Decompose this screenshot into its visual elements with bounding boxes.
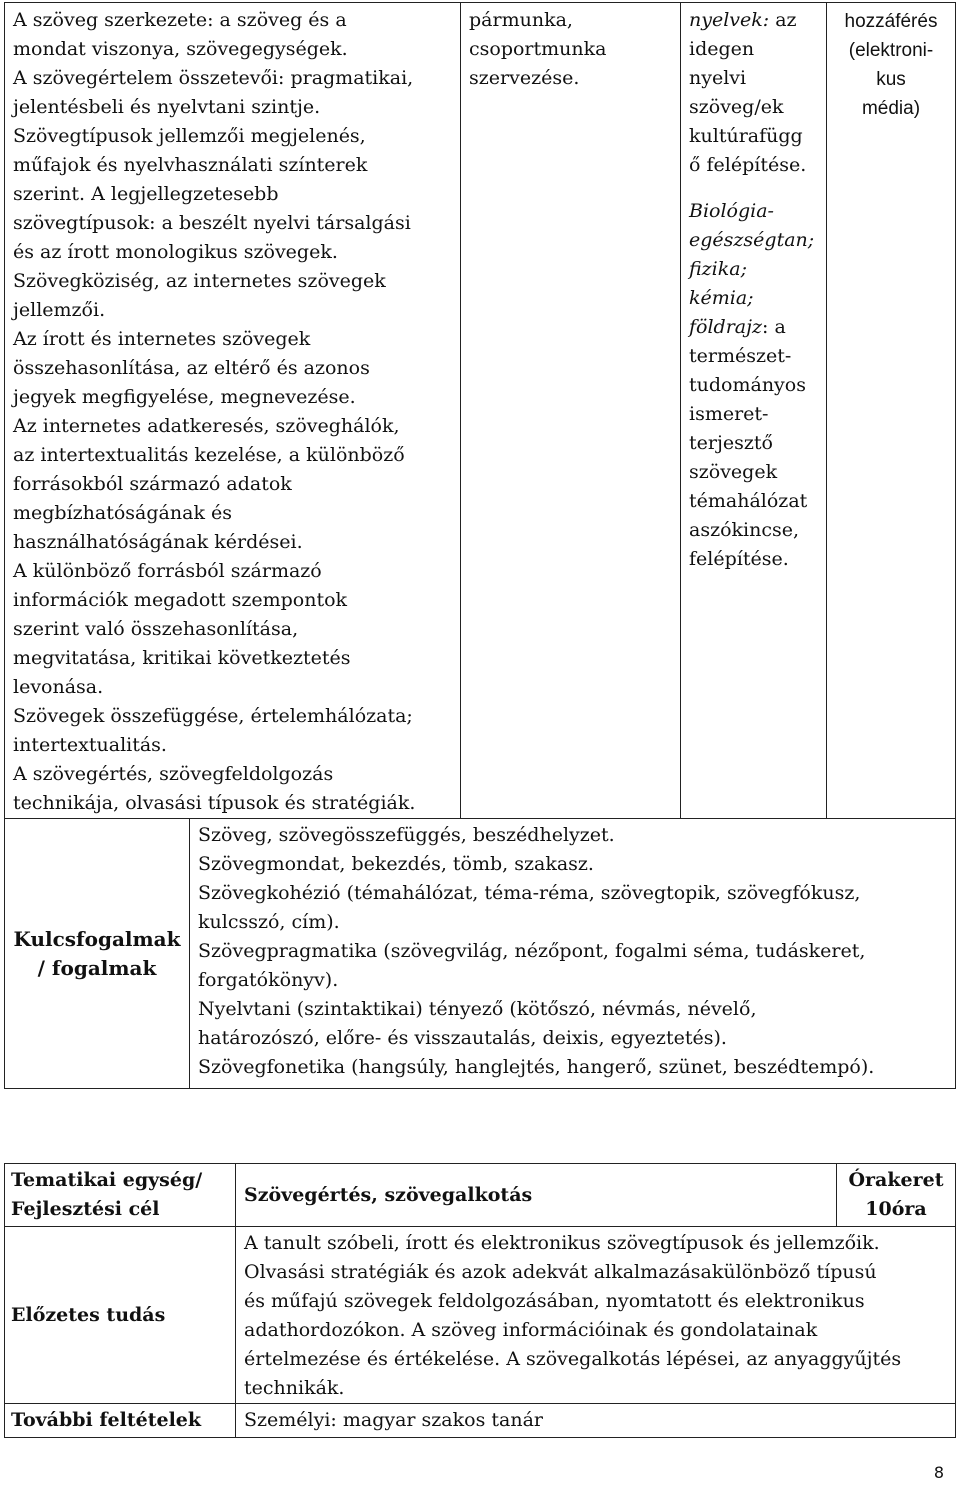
unit-row (5, 1164, 956, 1227)
method-line: csoportmunka (469, 38, 607, 60)
content-line: intertextualitás. (13, 734, 167, 756)
connection-text: : a (762, 316, 786, 338)
connection-line (689, 284, 826, 313)
content-line: A szöveg szerkezete: a szöveg és a (13, 9, 347, 31)
prior-knowledge-cell (236, 1227, 956, 1404)
method-cell (461, 3, 681, 819)
orakeret-cell (837, 1164, 956, 1227)
connection-text: felépítése. (689, 548, 789, 570)
connection-text: tudományos (689, 374, 806, 396)
content-line: forrásokból származó adatok (13, 473, 292, 495)
connection-subject: egészségtan; (689, 229, 815, 251)
prior-knowledge-line: technikák. (244, 1377, 345, 1399)
connection-text: kultúrafügg (689, 125, 803, 147)
prior-knowledge-row (5, 1227, 956, 1404)
orakeret-label: Órakeret (848, 1169, 944, 1191)
content-line: Szövegköziség, az internetes szövegek (13, 270, 386, 292)
prior-knowledge-label: Előzetes tudás (5, 1227, 236, 1404)
tools-line: média) (861, 98, 921, 119)
connection-subject: nyelvek: (689, 9, 770, 31)
content-line: szövegtípusok: a beszélt nyelvi társalgási (13, 212, 411, 234)
connection-subject: földrajz (689, 316, 763, 338)
prior-knowledge-line: értelmezése és értékelése. A szövegalkotás lépései, az anyaggyűjtés (244, 1348, 902, 1370)
prior-knowledge-text (244, 1229, 955, 1403)
kulcsfogalmak-cell (190, 819, 956, 1089)
kulcsfogalmak-line: forgatókönyv). (198, 969, 339, 991)
connection-line (689, 64, 826, 93)
tools-line: hozzáférés (844, 11, 938, 32)
connection-line (689, 255, 826, 284)
connection-text: szövegek (689, 461, 778, 483)
kulcsfogalmak-line: Szövegmondat, bekezdés, tömb, szakasz. (198, 853, 594, 875)
connection-line (689, 342, 826, 371)
further-conditions-value: Személyi: magyar szakos tanár (236, 1404, 956, 1438)
kulcsfogalmak-line: határozószó, előre- és visszautalás, deixis, egyeztetés). (198, 1027, 727, 1049)
kulcsfogalmak-line: Szövegfonetika (hangsúly, hanglejtés, hangerő, szünet, beszédtempó). (198, 1056, 875, 1078)
connection-line (689, 400, 826, 429)
content-line: megvitatása, kritikai következtetés (13, 647, 351, 669)
content-line: Az internetes adatkeresés, szöveghálók, (13, 415, 400, 437)
connection-line (689, 458, 826, 487)
tools-line: (elektroni- (848, 40, 934, 61)
content-line: az intertextualitás kezelése, a különböző (13, 444, 405, 466)
content-line: A különböző forrásból származó (13, 560, 322, 582)
connection-text: szöveg/ek (689, 96, 784, 118)
prior-knowledge-line: és műfajú szövegek feldolgozásában, nyomtatott és elektronikus (244, 1290, 865, 1312)
connection-text: nyelvi (689, 67, 747, 89)
content-row (5, 3, 956, 819)
unit-label (5, 1164, 236, 1227)
connection-text: az (769, 9, 797, 31)
connection-subject: fizika; (689, 258, 748, 280)
connection-line (689, 122, 826, 151)
kulcsfogalmak-label (5, 819, 190, 1089)
connection-text: idegen (689, 38, 755, 60)
connection-text: aszókincse, (689, 519, 800, 541)
unit-title: Szövegértés, szövegalkotás (236, 1164, 837, 1227)
connection-line (689, 35, 826, 64)
method-line: pármunka, (469, 9, 573, 31)
connection-text: ismeret- (689, 403, 769, 425)
content-line: jellemzői. (13, 299, 106, 321)
kulcsfogalmak-label-line2: / fogalmak (37, 955, 157, 980)
content-line: használhatóságának kérdései. (13, 531, 303, 553)
content-line: műfajok és nyelvhasználati színterek (13, 154, 368, 176)
connection-line (689, 545, 826, 574)
content-cell (5, 3, 461, 819)
further-conditions-row (5, 1404, 956, 1438)
curriculum-table (4, 2, 956, 1089)
content-line: mondat viszonya, szövegegységek. (13, 38, 348, 60)
page-number: 8 (933, 1463, 944, 1482)
unit-label-line1: Tematikai egység/ (11, 1169, 203, 1191)
connection-line (689, 93, 826, 122)
kulcsfogalmak-line: Nyelvtani (szintaktikai) tényező (kötőszó, névmás, névelő, (198, 998, 757, 1020)
unit-label-line2: Fejlesztési cél (11, 1198, 160, 1220)
thematic-unit-table (4, 1163, 956, 1438)
tools-line: kus (876, 69, 906, 90)
method-line: szervezése. (469, 67, 580, 89)
content-line: összehasonlítása, az eltérő és azonos (13, 357, 370, 379)
content-line: szerint való összehasonlítása, (13, 618, 299, 640)
connection-subject: kémia; (689, 287, 754, 309)
content-line: A szövegértés, szövegfeldolgozás (13, 763, 334, 785)
content-line: megbízhatóságának és (13, 502, 232, 524)
connection-line (689, 226, 826, 255)
kulcsfogalmak-label-line1: Kulcsfogalmak (13, 926, 181, 951)
connection-line (689, 6, 826, 35)
connections-text (681, 3, 826, 574)
connection-line (689, 197, 826, 226)
connections-cell (681, 3, 827, 819)
content-line: Az írott és internetes szövegek (13, 328, 311, 350)
connection-line (689, 371, 826, 400)
connection-line (689, 151, 826, 180)
kulcsfogalmak-line: Szövegkohézió (témahálózat, téma-réma, szövegtopik, szövegfókusz, (198, 882, 861, 904)
connection-text: ő felépítése. (689, 154, 807, 176)
method-text (461, 3, 680, 93)
kulcsfogalmak-line: Szöveg, szövegösszefüggés, beszédhelyzet. (198, 824, 615, 846)
further-conditions-label: További feltételek (5, 1404, 236, 1438)
content-line: információk megadott szempontok (13, 589, 348, 611)
prior-knowledge-line: adathordozókon. A szöveg információinak és gondolatainak (244, 1319, 818, 1341)
kulcsfogalmak-text (190, 819, 955, 1088)
tools-cell (827, 3, 956, 819)
content-line: technikája, olvasási típusok és stratégiák. (13, 792, 416, 814)
connection-subject: Biológia- (689, 200, 774, 222)
connection-line (689, 516, 826, 545)
content-line: szerint. A legjellegzetesebb (13, 183, 279, 205)
connection-line (689, 487, 826, 516)
kulcsfogalmak-line: kulcsszó, cím). (198, 911, 340, 933)
prior-knowledge-line: A tanult szóbeli, írott és elektronikus szövegtípusok és jellemzőik. (244, 1232, 880, 1254)
connection-text: természet- (689, 345, 792, 367)
connection-text: terjesztő (689, 432, 773, 454)
content-text (5, 3, 460, 818)
content-line: Szövegtípusok jellemzői megjelenés, (13, 125, 366, 147)
kulcsfogalmak-row (5, 819, 956, 1089)
content-line: Szövegek összefüggése, értelemhálózata; (13, 705, 413, 727)
connection-text: témahálózat (689, 490, 808, 512)
content-line: A szövegértelem összetevői: pragmatikai, (13, 67, 414, 89)
content-line: jelentésbeli és nyelvtani szintje. (13, 96, 321, 118)
tools-text (827, 3, 955, 123)
connection-line (689, 429, 826, 458)
kulcsfogalmak-line: Szövegpragmatika (szövegvilág, nézőpont, fogalmi séma, tudáskeret, (198, 940, 866, 962)
content-line: és az írott monologikus szövegek. (13, 241, 338, 263)
content-line: levonása. (13, 676, 104, 698)
orakeret-value: 10óra (865, 1198, 927, 1220)
content-line: jegyek megfigyelése, megnevezése. (13, 386, 356, 408)
prior-knowledge-line: Olvasási stratégiák és azok adekvát alkalmazásakülönböző típusú (244, 1261, 877, 1283)
connection-line (689, 313, 826, 342)
